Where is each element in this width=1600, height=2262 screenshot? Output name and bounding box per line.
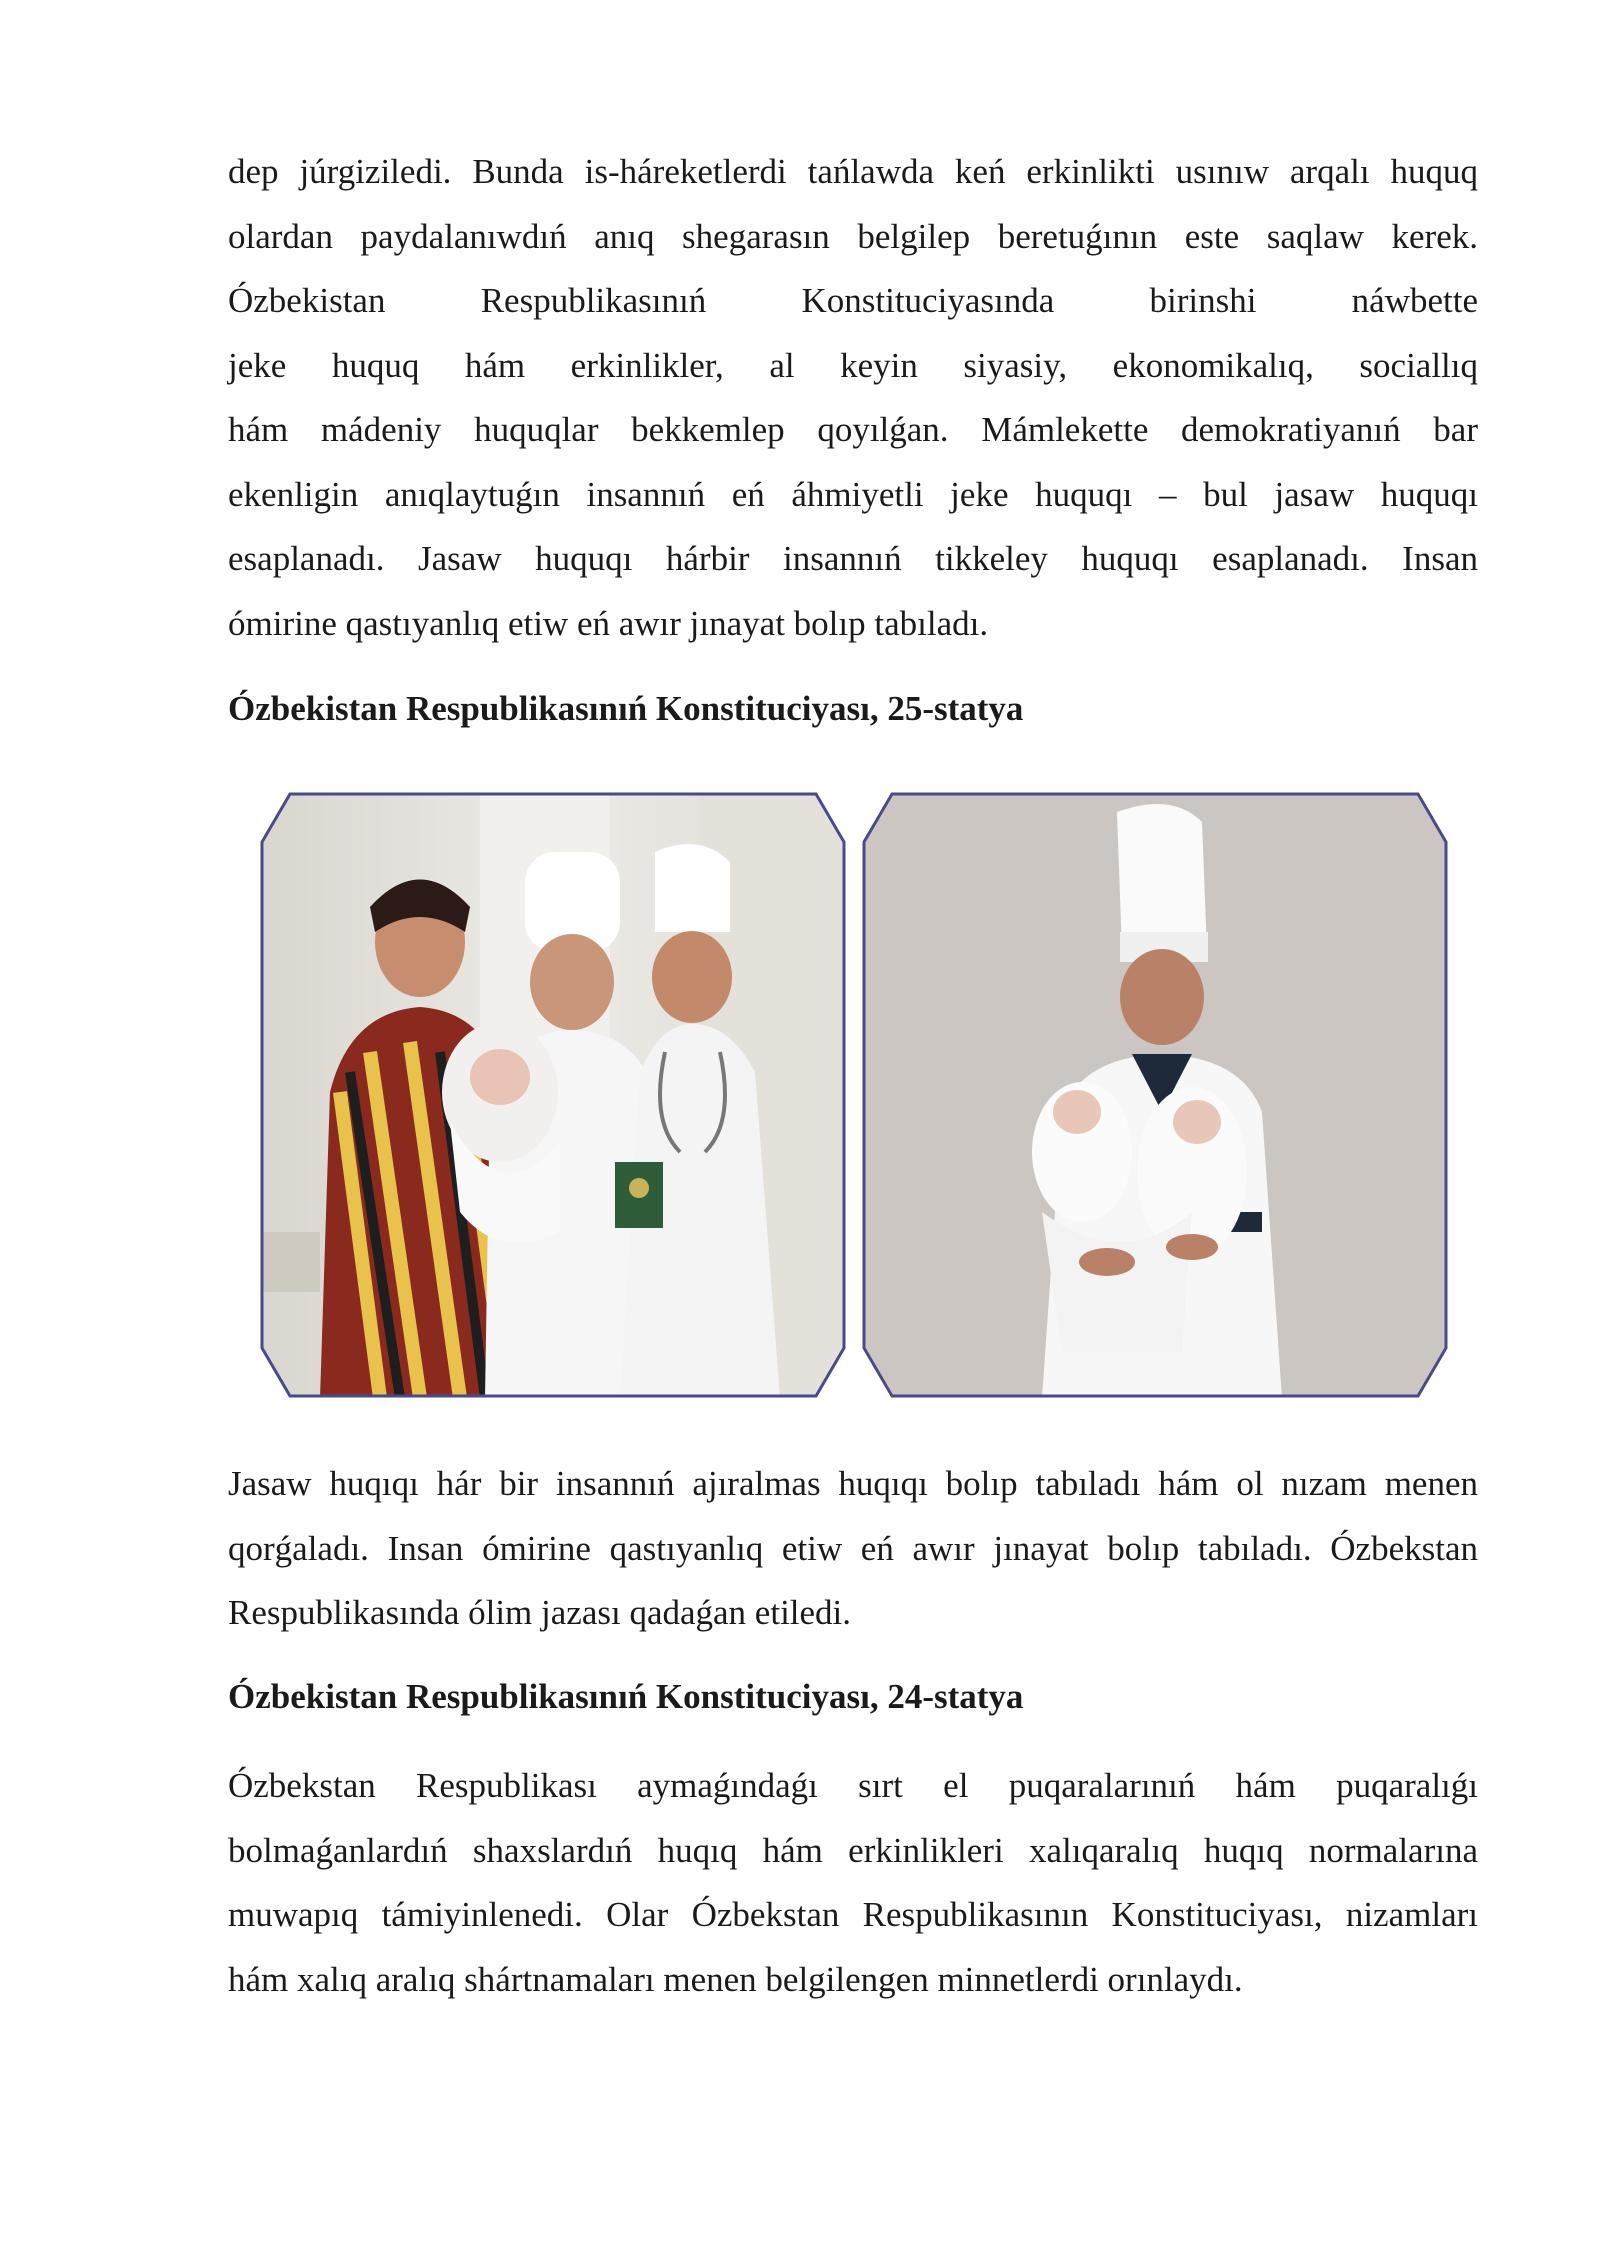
paragraph-intro [228, 140, 1478, 656]
text-line: ómirine qastıyanlıq etiw eń awır jınayat bolıp tabıladı. [228, 603, 989, 643]
text-line: Jasaw huqıqı hár bir insannıń ajıralmas huqıqı bolıp tabıladı hám ol nızam menen [228, 1464, 1478, 1503]
photo-row [260, 792, 1450, 1398]
photo-nurse-newborns [862, 792, 1448, 1398]
text-line: qorǵaladı. Insan ómirine qastıyanlıq etiw eń awır jınayat bolıp tabıladı. Ózbekstan [228, 1528, 1478, 1568]
text-line: Respublikasında ólim jazası qadaǵan etiledi. [228, 1593, 852, 1632]
text-line: hám mádeniy huquqlar bekkemlep qoyılǵan. Mámlekette demokratiyanıń bar [228, 410, 1478, 449]
text-line: dep júrgiziledi. Bunda is-háreketlerdi tańlawda keń erkinlikti usınıw arqalı huquq [228, 152, 1478, 191]
text-line: olardan paydalanıwdıń anıq shegarasın belgilep beretuǵının este saqlaw kerek. [228, 216, 1478, 256]
photo-maternity-nurses [260, 792, 846, 1398]
text-line: Ózbekstan Respublikası aymaǵındaǵı sırt el puqaralarınıń hám puqaralıǵı [228, 1766, 1478, 1805]
text-line: hám xalıq aralıq shártnamaları menen belgilengen minnetlerdi orınlaydı. [228, 1959, 1243, 1999]
text-line: muwapıq támiyinlenedi. Olar Ózbekstan Respublikasının Konstituciyası, nizamları [228, 1895, 1478, 1934]
paragraph-foreign-citizens [228, 1754, 1478, 2012]
text-line: Ózbekistan Respublikasınıń Konstituciyasında birinshi náwbette [228, 281, 1478, 320]
text-line: jeke huquq hám erkinlikler, al keyin siyasiy, ekonomikalıq, sociallıq [228, 345, 1478, 385]
article-heading-25: Ózbekistan Respublikasınıń Konstituciyası, 25-statya [228, 689, 1024, 728]
text-line: esaplanadı. Jasaw huquqı hárbir insannıń tikkeley huquqı esaplanadı. Insan [228, 539, 1478, 578]
article-heading-24: Ózbekistan Respublikasınıń Konstituciyası, 24-statya [228, 1677, 1024, 1716]
text-line: ekenligin anıqlaytuǵın insannıń eń áhmiyetli jeke huquqı – bul jasaw huquqı [228, 474, 1478, 514]
text-line: bolmaǵanlardıń shaxslardıń huqıq hám erkinlikleri xalıqaralıq huqıq normalarına [228, 1830, 1478, 1870]
paragraph-right-to-life [228, 1452, 1478, 1646]
